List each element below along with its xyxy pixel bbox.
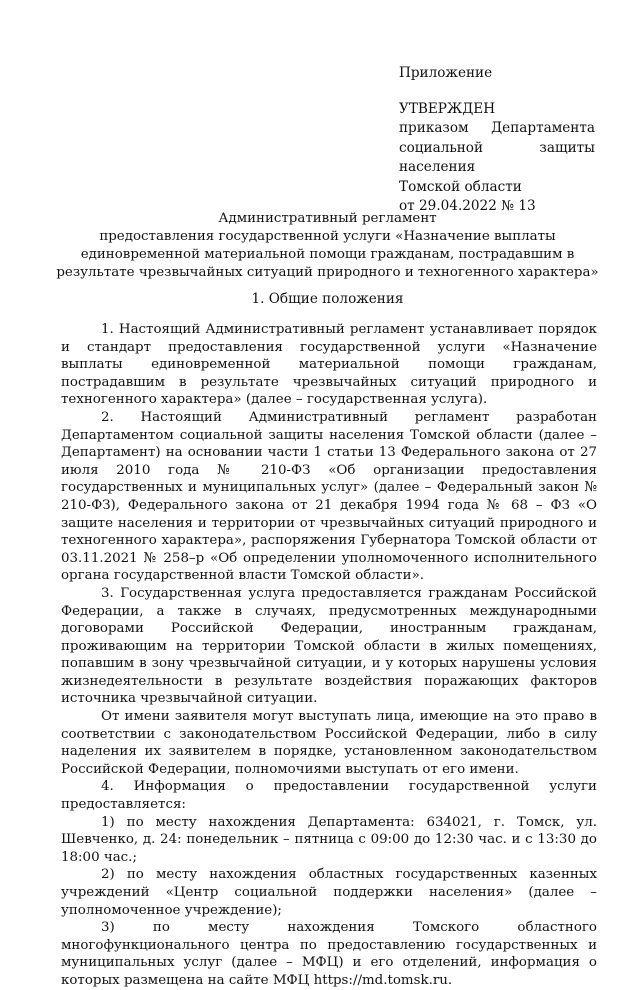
approval-line: социальной защиты населения — [399, 139, 595, 175]
approved-label: УТВЕРЖДЕН — [399, 100, 496, 117]
approval-line: Томской области — [399, 178, 522, 195]
approval-line: приказом Департамента — [399, 120, 595, 136]
section-heading: 1. Общие положения — [251, 291, 404, 307]
title-subject: предоставления государственной услуги «Назначение выплаты единовременной материальной помощи гражданам, пострадавшим в результате чрезвычайных ситуаций природного и техногенного характера» — [56, 229, 599, 280]
approval-date: от 29.04.2022 № 13 — [399, 198, 536, 214]
paragraph: 1. Настоящий Административный регламент устанавливает порядок и стандарт предоставления государственной услуги «Назначение выплаты единовременной материальной помощи гражданам, пострадавшим в результате чрезвычайных ситуаций природного и техногенного характера» (далее – государственная услуга). — [61, 322, 597, 408]
paragraph: 2) по месту нахождения областных государственных казенных учреждений «Центр социальной поддержки населения» (далее – уполномоченное учреждение); — [61, 867, 597, 918]
paragraph: 3. Государственная услуга предоставляется гражданам Российской Федерации, а также в случаях, предусмотренных международными договорами Российской Федерации, иностранным гражданам, проживающим на территории Томской области в жилых помещениях, попавшим в зону чрезвычайной ситуации, и у которых нарушены условия жизнедеятельности в результате воздействия поражающих факторов источника чрезвычайной ситуации. — [61, 585, 597, 707]
approval-block — [399, 64, 595, 217]
appendix-label: Приложение — [399, 65, 493, 81]
paragraph: 4. Информация о предоставлении государственной услуги предоставляется: — [61, 779, 597, 813]
document-body — [61, 321, 597, 990]
paragraph: 3) по месту нахождения Томского областного многофункционального центра по предоставлению государственных и муниципальных услуг (далее – МФЦ) и его отделений, информация о которых размещена на сайте МФЦ https://md.tomsk.ru. — [61, 920, 597, 988]
paragraph: 2. Настоящий Административный регламент разработан Департаментом социальной защиты населения Томской области (далее – Департамент) на основании части 1 статьи 13 Федерального закона от 27 июля 2010 года № 210-ФЗ «Об организации предоставления государственных и муниципальных услуг» (далее – Федеральный закон № 210-ФЗ), Федерального закона от 21 декабря 1994 года № 68 – ФЗ «О защите населения и территории от чрезвычайных ситуаций природного и техногенного характера», распоряжения Губернатора Томской области от 03.11.2021 № 258–р «Об определении уполномоченного исполнительного органа государственной власти Томской области». — [61, 409, 597, 584]
paragraph: 1) по месту нахождения Департамента: 634021, г. Томск, ул. Шевченко, д. 24: понедельник – пятница с 09:00 до 12:30 час. и с 13:30 до 18:00 час.; — [61, 814, 597, 865]
paragraph: От имени заявителя могут выступать лица, имеющие на это право в соответствии с законодательством Российской Федерации, либо в силу наделения их заявителем в порядке, установленном законодательством Российской Федерации, полномочиями выступать от его имени. — [61, 709, 597, 777]
title-line: Административный регламент — [218, 211, 437, 226]
document-title — [40, 210, 615, 282]
